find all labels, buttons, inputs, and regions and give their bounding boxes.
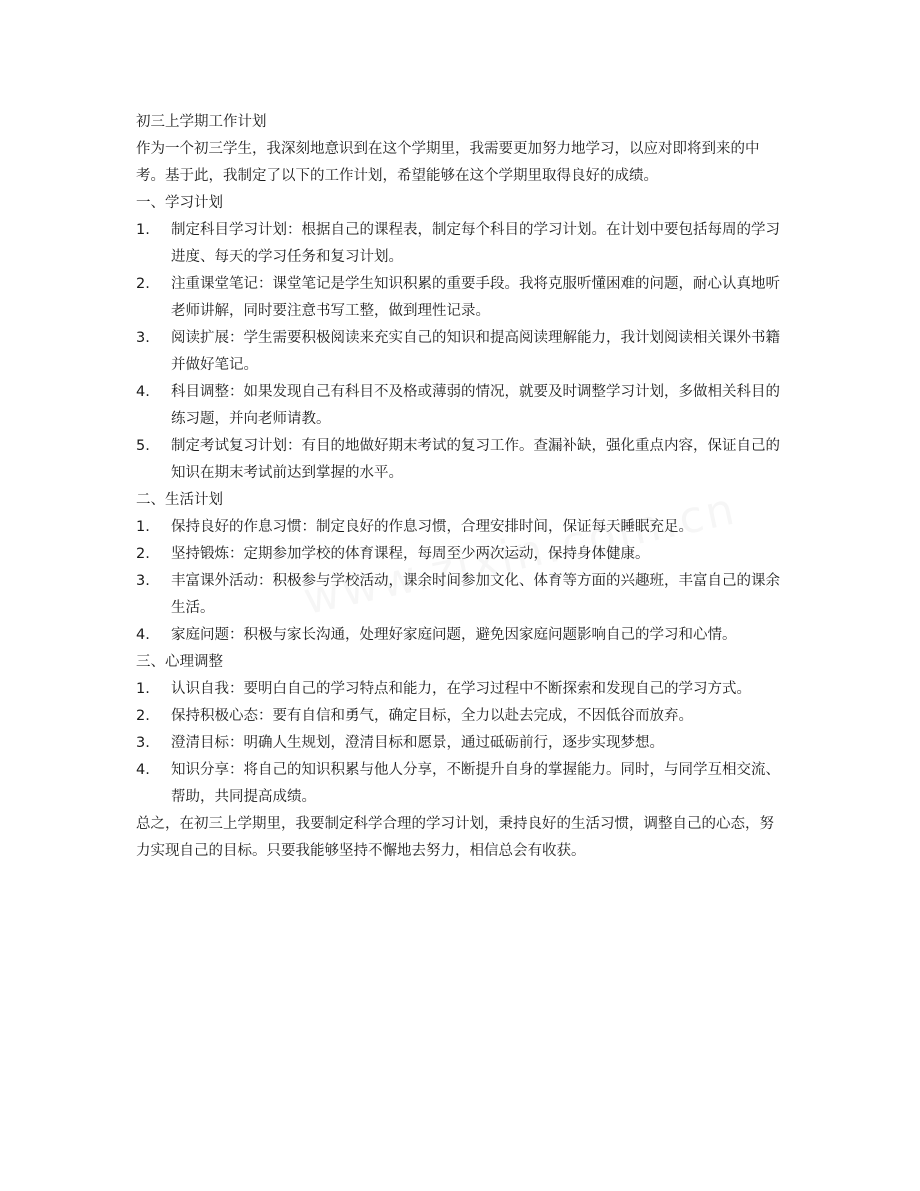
item-number: 1. [136,222,150,238]
item-text: 注重课堂笔记：课堂笔记是学生知识积累的重要手段。我将克服听懂困难的问题，耐心认真地听老师讲解，同时要注意书写工整，做到理性记录。 [171,276,780,319]
item-text: 阅读扩展：学生需要积极阅读来充实自己的知识和提高阅读理解能力，我计划阅读相关课外书籍并做好笔记。 [171,330,780,373]
item-text: 制定科目学习计划：根据自己的课程表，制定每个科目的学习计划。在计划中要包括每周的学习进度、每天的学习任务和复习计划。 [171,222,780,265]
item-text: 制定考试复习计划：有目的地做好期末考试的复习工作。查漏补缺，强化重点内容，保证自己的知识在期末考试前达到掌握的水平。 [171,438,780,481]
item-number: 2. [136,708,150,724]
list-item [136,730,786,757]
item-number: 4. [136,384,150,400]
item-text: 认识自我：要明白自己的学习特点和能力，在学习过程中不断探索和发现自己的学习方式。 [171,681,751,697]
list-item [136,568,786,622]
section-heading-study: 一、学习计划 [136,195,223,211]
conclusion-paragraph: 总之，在初三上学期里，我要制定科学合理的学习计划，秉持良好的生活习惯，调整自己的心态，努力实现自己的目标。只要我能够坚持不懈地去努力，相信总会有收获。 [136,816,774,859]
item-number: 2. [136,276,150,292]
list-item [136,514,786,541]
item-text: 保持积极心态：要有自信和勇气，确定目标，全力以赴去完成，不因低谷而放弃。 [171,708,693,724]
item-text: 坚持锻炼：定期参加学校的体育课程，每周至少两次运动，保持身体健康。 [171,546,650,562]
section-heading-life: 二、生活计划 [136,492,223,508]
list-item [136,541,786,568]
item-text: 科目调整：如果发现自己有科目不及格或薄弱的情况，就要及时调整学习计划，多做相关科目的练习题，并向老师请教。 [171,384,780,427]
list-item [136,271,786,325]
document-title: 初三上学期工作计划 [136,114,267,130]
list-item [136,757,786,811]
item-number: 4. [136,762,150,778]
list-item [136,379,786,433]
document-body [136,109,786,865]
intro-paragraph: 作为一个初三学生，我深刻地意识到在这个学期里，我需要更加努力地学习，以应对即将到来的中考。基于此，我制定了以下的工作计划，希望能够在这个学期里取得良好的成绩。 [136,141,760,184]
item-number: 1. [136,681,150,697]
item-text: 澄清目标：明确人生规划，澄清目标和愿景，通过砥砺前行，逐步实现梦想。 [171,735,664,751]
list-item [136,325,786,379]
item-text: 保持良好的作息习惯：制定良好的作息习惯，合理安排时间，保证每天睡眠充足。 [171,519,693,535]
item-number: 4. [136,627,150,643]
item-number: 3. [136,573,150,589]
list-item [136,217,786,271]
item-number: 5. [136,438,150,454]
item-text: 知识分享：将自己的知识积累与他人分享，不断提升自身的掌握能力。同时，与同学互相交流、帮助，共同提高成绩。 [171,762,780,805]
item-number: 3. [136,330,150,346]
section-heading-mental: 三、心理调整 [136,654,223,670]
item-number: 3. [136,735,150,751]
item-text: 家庭问题：积极与家长沟通，处理好家庭问题，避免因家庭问题影响自己的学习和心情。 [171,627,737,643]
list-item [136,703,786,730]
list-item [136,676,786,703]
list-item [136,622,786,649]
item-text: 丰富课外活动：积极参与学校活动，课余时间参加文化、体育等方面的兴趣班，丰富自己的课余生活。 [171,573,780,616]
item-number: 1. [136,519,150,535]
item-number: 2. [136,546,150,562]
list-item [136,433,786,487]
